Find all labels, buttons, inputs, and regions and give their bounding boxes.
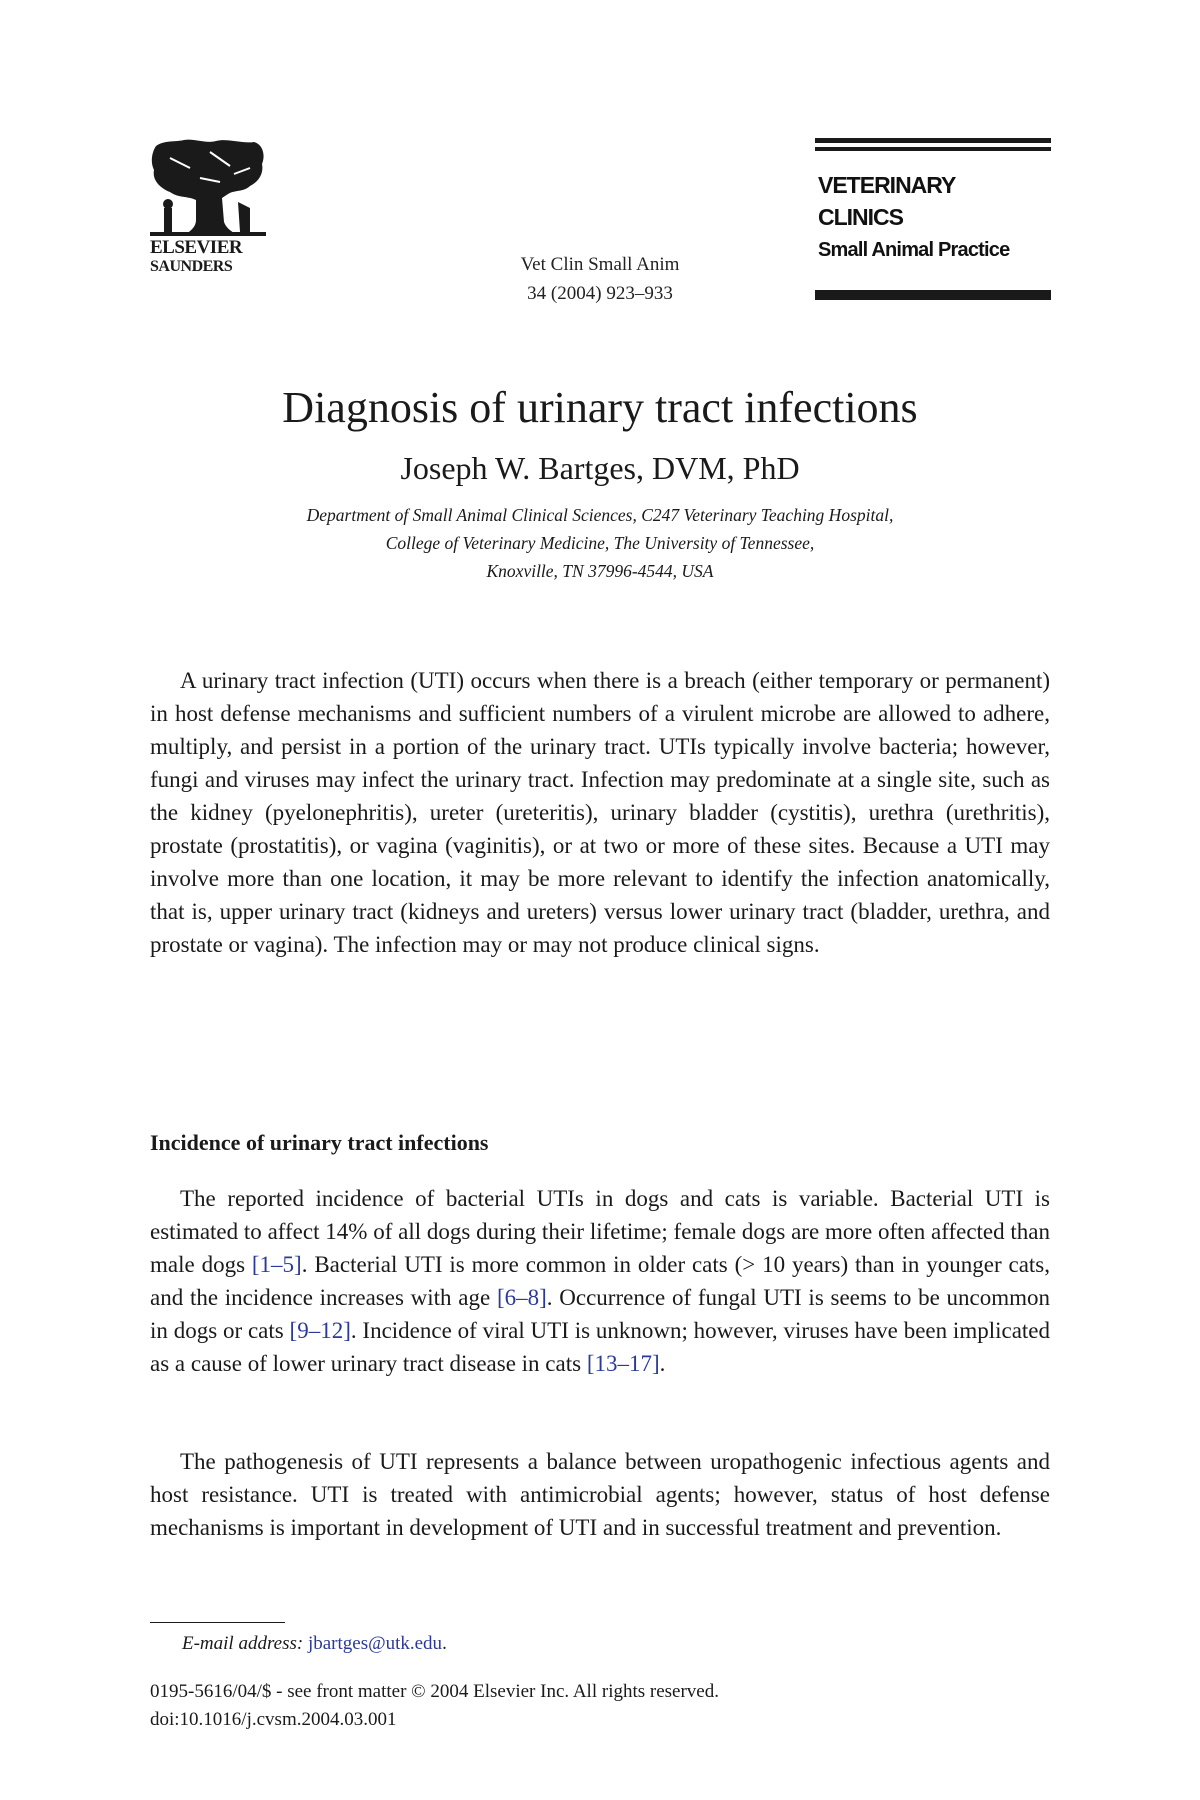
section-heading: Incidence of urinary tract infections — [150, 1130, 489, 1155]
reference-link[interactable]: [6–8] — [496, 1285, 547, 1310]
paragraph-text: . Occurrence of fungal UTI is seems to be uncommon in dogs or cats — [150, 1285, 1051, 1343]
journal-citation — [440, 250, 760, 308]
paragraph-text: The reported incidence of bacterial UTIs in dogs and cats is variable. Bacterial UTI is estimated to affect 14% of all dogs during their lifetime; female dogs are more often affected than male dogs — [150, 1186, 1050, 1277]
article-author: Joseph W. Bartges, DVM, PhD — [400, 450, 800, 486]
doi-line: doi:10.1016/j.cvsm.2004.03.001 — [150, 1709, 397, 1730]
incidence-paragraph — [150, 1182, 1050, 1380]
affiliation-line: College of Veterinary Medicine, The University of Tennessee, — [385, 533, 815, 553]
reference-link[interactable]: [9–12] — [289, 1318, 351, 1343]
article-title: Diagnosis of urinary tract infections — [282, 383, 918, 432]
journal-name-line2: CLINICS — [818, 204, 903, 230]
reference-link[interactable]: [13–17] — [586, 1351, 660, 1376]
journal-subtitle: Small Animal Practice — [818, 239, 1010, 261]
citation-volume-pages: 34 (2004) 923–933 — [527, 283, 673, 304]
email-suffix: . — [442, 1633, 447, 1654]
copyright-line: 0195-5616/04/$ - see front matter © 2004 Elsevier Inc. All rights reserved. — [150, 1681, 719, 1702]
citation-journal: Vet Clin Small Anim — [520, 254, 680, 275]
pathogenesis-paragraph: The pathogenesis of UTI represents a balance between uropathogenic infectious agents and host resistance. UTI is treated with antimicrobial agents; however, status of host defense mechanisms is important in development of UTI and in successful treatment and prevention. — [150, 1449, 1050, 1540]
masthead-rule-bottom — [815, 290, 1051, 300]
paragraph-text: . Incidence of viral UTI is unknown; however, viruses have been implicated as a cause of lower urinary tract disease in cats — [150, 1318, 1051, 1376]
masthead-rule-top-2 — [815, 147, 1051, 151]
intro-paragraph: A urinary tract infection (UTI) occurs when there is a breach (either temporary or permanent) in host defense mechanisms and sufficient numbers of a virulent microbe are allowed to adhere, multiply, and persist in a portion of the urinary tract. UTIs typically involve bacteria; however, fungi and viruses may infect the urinary tract. Infection may predominate at a single site, such as the kidney (pyelonephritis), ureter (ureteritis), urinary bladder (cystitis), urethra (urethritis), prostate (prostatitis), or vagina (vaginitis), or at two or more of these sites. Because a UTI may involve more than one location, it may be more relevant to identify the infection anatomically, that is, upper urinary tract (kidneys and ureters) versus lower urinary tract (bladder, urethra, and prostate or vagina). The infection may or may not produce clinical signs. — [150, 668, 1050, 957]
paragraph-text: . Bacterial UTI is more common in older cats (> 10 years) than in younger cats, and the incidence increases with age — [150, 1252, 1050, 1310]
footnote-email — [182, 1630, 882, 1658]
publisher-logo — [150, 138, 266, 280]
affiliation-line: Knoxville, TN 37996-4544, USA — [486, 561, 714, 581]
journal-name-line1: VETERINARY — [818, 172, 956, 198]
publisher-imprint: SAUNDERS — [150, 258, 233, 275]
email-link[interactable]: jbartges@utk.edu — [307, 1633, 443, 1654]
journal-masthead — [815, 138, 1051, 300]
affiliation-line: Department of Small Animal Clinical Sciences, C247 Veterinary Teaching Hospital, — [306, 505, 894, 525]
footnote-divider — [150, 1622, 285, 1623]
email-label: E-mail address: — [182, 1633, 304, 1654]
reference-link[interactable]: [1–5] — [251, 1252, 302, 1277]
elsevier-tree-icon — [150, 138, 266, 236]
publisher-name: ELSEVIER — [150, 237, 243, 258]
author-affiliation — [150, 501, 1050, 585]
masthead-rule-top — [815, 138, 1051, 143]
paragraph-text: . — [659, 1351, 666, 1376]
